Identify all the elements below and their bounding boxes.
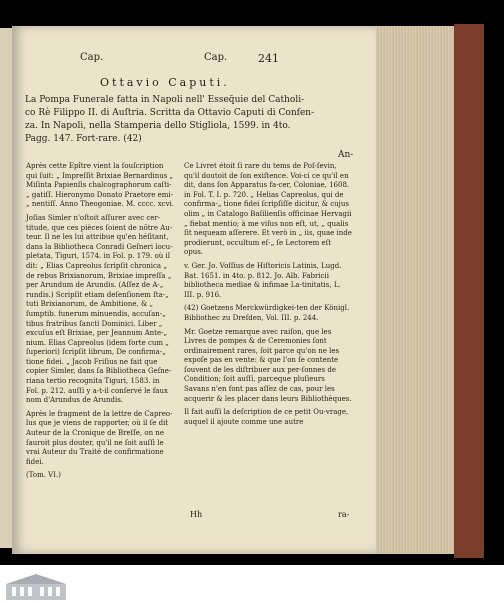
- page-number: 241: [258, 52, 279, 65]
- entry-title-line: za. In Napoli, nella Stamperia dello Stigliola, 1599. in 4to.: [25, 121, 291, 131]
- paragraph: (Tom. VI.): [26, 471, 61, 480]
- book-cover: [454, 24, 484, 558]
- running-head-center: Cap.: [204, 52, 228, 63]
- entry-title-line: Pagg. 147. Fort-rare. (42): [25, 134, 142, 144]
- paragraph: Mr. Goetze remarque avec raiſon, que les Livres de pompes & de Ceremonies ſont ordinairement rares, ſoit parce qu'on ne les expoſe pas en vente: & que l'on ſe contente ſouvent de les diſtribuer aux per-ſonnes de Condition; ſoit auſſi, parceque pluſieurs Savans n'en font pas aſſez de cas, pour les acquerir & les placer dans leurs Bibliothèques.: [184, 327, 352, 403]
- paragraph: Ce Livret étoit ſi rare du tems de Poſ-ſevin, qu'il doutoit de ſon exiſtence. Voi-ci ce qu'il en dit, dans ſon Apparatus fa-cer, Coloniae, 1608. in Fol. T. I. p. 720. „ Helias Capreolus, qui de confirma-„ tione fidei ſcripſiſſe dicitur, & cujus olim „ in Catalogo Baſilienſis officinae Hervagii „ fiebat mentio; à me viſus non eſt, ut, „ qualis ſit nequeam aſſerere. Et verò in „ iis, quae inde prodierunt, occultum eſ-„ ſe Lectorem eſt opus.: [184, 162, 352, 257]
- entry-heading: Ottavio Caputi.: [100, 76, 230, 89]
- signature-mark: Hh: [190, 510, 203, 519]
- paragraph: v. Ger. Jo. Voſſius de Hiſtoricis Latinis, Lugd. Bat. 1651. in 4to. p. 812. Jo. Alb. Fabricii bibliotheca mediae & infimae La-tinitatis, L. III. p. 916.: [184, 261, 342, 299]
- paragraph: (42) Goetzens Merckwürdigkei-ten der Königl. Bibliothec zu Dreſden, Vol. III. p. 244.: [184, 304, 350, 322]
- footer-bar: [0, 565, 504, 603]
- entry-title-line: La Pompa Funerale fatta in Napoli nell' Esseq̃uie del Catholi-: [25, 95, 305, 105]
- paragraph: Il fait auſſi la deſcription de ce petit Ou-vrage, auquel il ajoute comme une autre: [184, 408, 349, 426]
- paragraph: Après le fragment de la lettre de Capreo-lus que je viens de rapporter, où il ſe dit Auteur de la Cronique de Breſſe, on ne ſauroit plus douter, qu'il ne ſoit auſſi le vrai Auteur du Traité de confirmatione fidei.: [26, 409, 173, 466]
- library-logo-icon: [6, 574, 66, 600]
- catchword-bottom: ra-: [338, 510, 350, 519]
- entry-title-line: co Rè Filippo II. di Auſtria. Scritta da Ottavio Caputi di Confen-: [25, 108, 315, 118]
- paragraph: Joſias Simler n'oſtoit aſſurer avec cer-titude, que ces pièces ſoient de nôtre Au-teur. Il ne les lui attribue qu'en héſitant, dans la Bibliotheca Conradi Geſneri locu-pletata, Tiguri, 1574. in Fol. p. 179. où il dit: „ Elias Capreolus ſcripſit chronica „ de rebus Brixianorum, Brixiae impreſſa „ per Arundum de Arundis. (Aſſez de A-„ rundis.) Scripſit etiam deſenſionem ſta-„ tuti Brixianorum, de Ambitione, & „ ſumptib. funerum minuendis, accuſan-„ tibus fratribus ſancti Dominici. Liber „ excuſus eſt Brixiae, per Jeannum Ante-„ nium. Elias Capreolus (idem forte cum „ ſuperiori) ſcripſit librum, De confirma-„ tione fidei. „ Jacob Friſius ne fait que copier Simler, dans ſa Bibliotheca Geſne-riana tertio recognita Tiguri, 1583. in Fol. p. 212. auſſi y a-t-il conſervé le faux nom d'Arundus de Arundis.: [26, 213, 173, 405]
- right-column: [184, 162, 352, 431]
- facing-page-edge: [0, 28, 12, 548]
- running-head-left: Cap.: [80, 52, 104, 63]
- catchword: An-: [338, 150, 354, 160]
- page-edges: [376, 26, 454, 554]
- paragraph: Après cette Epître vient la ſouſcription qui ſuit: „ Impreſſit Brixiae Bernardinus „ Miſinta Papienſis chalcographorum caſti-„ gatiſſ. Hieronymo Donato Praetore emi-„ nentiſſ. Anno Theogoniae. M. cccc. xcvi.: [26, 162, 174, 209]
- left-column: [26, 162, 174, 485]
